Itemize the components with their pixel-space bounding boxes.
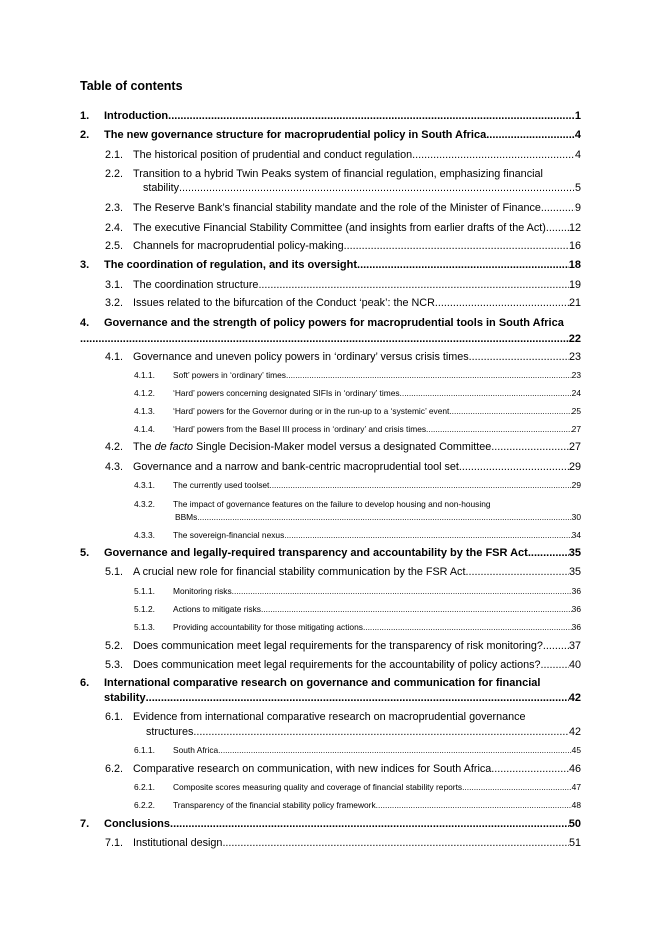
leader-dots bbox=[286, 370, 572, 381]
leader-dots bbox=[528, 547, 569, 560]
toc-number: 2.1. bbox=[105, 149, 124, 161]
leader-dots bbox=[222, 836, 569, 850]
leader-dots bbox=[426, 424, 572, 435]
leader-dots bbox=[168, 110, 575, 123]
toc-number: 6.2.2. bbox=[134, 800, 155, 810]
toc-page: 27 bbox=[568, 441, 581, 453]
toc-number: 1. bbox=[80, 110, 90, 122]
toc-number: 2.5. bbox=[105, 240, 124, 252]
toc-number: 7.1. bbox=[105, 837, 124, 849]
toc-page: 22 bbox=[568, 333, 581, 345]
toc-number: 2.2. bbox=[105, 168, 124, 180]
leader-dots bbox=[486, 129, 575, 142]
toc-text: The de facto Single Decision-Maker model versus a designated Committee bbox=[133, 441, 492, 453]
leader-dots bbox=[541, 658, 569, 672]
toc-text: Providing accountability for those mitigating actions bbox=[173, 622, 363, 632]
toc-page: 42 bbox=[568, 692, 581, 704]
toc-text: Composite scores measuring quality and coverage of financial stability reports bbox=[173, 782, 463, 792]
toc-page: 23 bbox=[571, 370, 581, 380]
toc-page: 29 bbox=[571, 480, 581, 490]
leader-dots bbox=[462, 782, 572, 793]
toc-entry-6-1-1[interactable] bbox=[134, 745, 581, 756]
toc-page: 29 bbox=[568, 461, 581, 473]
toc-entry-5-2[interactable] bbox=[105, 639, 581, 653]
toc-entry-6-1[interactable] bbox=[105, 710, 581, 739]
toc-number: 5.3. bbox=[105, 659, 124, 671]
toc-text: Soft’ powers in ‘ordinary’ times bbox=[173, 370, 286, 380]
toc-entry-1[interactable] bbox=[80, 110, 581, 123]
toc-page: 50 bbox=[568, 818, 581, 830]
toc-entry-5-3[interactable] bbox=[105, 658, 581, 672]
toc-entry-3[interactable] bbox=[80, 259, 581, 272]
toc-page: 34 bbox=[571, 530, 581, 540]
toc-entry-4-3[interactable] bbox=[105, 460, 581, 474]
toc-number: 5.1.3. bbox=[134, 622, 155, 632]
leader-dots bbox=[261, 604, 572, 615]
toc-page: 19 bbox=[568, 279, 581, 291]
toc-page: 5 bbox=[574, 182, 581, 194]
toc-entry-5[interactable] bbox=[80, 547, 581, 560]
toc-number: 4.1.2. bbox=[134, 388, 155, 398]
toc-entry-4-1-3[interactable] bbox=[134, 406, 581, 417]
toc-text: ‘Hard’ powers concerning designated SIFIs in ‘ordinary’ times bbox=[173, 388, 400, 398]
toc-entry-5-1-2[interactable] bbox=[134, 604, 581, 615]
leader-dots bbox=[435, 296, 569, 310]
toc-page: 27 bbox=[571, 424, 581, 434]
toc-text: Issues related to the bifurcation of the Conduct ‘peak’: the NCR bbox=[133, 297, 435, 309]
toc-page: 24 bbox=[571, 388, 581, 398]
leader-dots bbox=[344, 239, 569, 253]
toc-text: ‘Hard’ powers from the Basel III process in ‘ordinary’ and crisis times bbox=[173, 424, 427, 434]
toc-entry-4-2[interactable] bbox=[105, 440, 581, 454]
toc-entry-5-1[interactable] bbox=[105, 565, 581, 579]
toc-entry-6-2[interactable] bbox=[105, 762, 581, 776]
toc-number: 5. bbox=[80, 547, 90, 559]
toc-text: The Reserve Bank’s financial stability mandate and the role of the Minister of Finance bbox=[133, 202, 541, 214]
leader-dots bbox=[412, 148, 575, 162]
toc-entry-6-2-2[interactable] bbox=[134, 800, 581, 811]
toc-entry-4-3-1[interactable] bbox=[134, 480, 581, 491]
toc-page: 1 bbox=[574, 110, 581, 122]
toc-entry-5-1-3[interactable] bbox=[134, 622, 581, 633]
toc-page: 12 bbox=[568, 222, 581, 234]
leader-dots bbox=[469, 350, 569, 364]
toc-entry-7-1[interactable] bbox=[105, 836, 581, 850]
toc-text: ‘Hard’ powers for the Governor during or in the run-up to a ‘systemic’ event bbox=[173, 406, 450, 416]
leader-dots bbox=[543, 639, 569, 653]
toc-page: 21 bbox=[568, 297, 581, 309]
toc-number: 6. bbox=[80, 677, 90, 689]
toc-text: The historical position of prudential and conduct regulation bbox=[133, 149, 413, 161]
toc-text: A crucial new role for financial stability communication by the FSR Act bbox=[133, 566, 466, 578]
leader-dots bbox=[491, 440, 569, 454]
toc-page: 37 bbox=[568, 640, 581, 652]
toc-text: South Africa bbox=[173, 745, 219, 755]
toc-page: 18 bbox=[568, 259, 581, 271]
toc-entry-4-3-3[interactable] bbox=[134, 530, 581, 541]
toc-number: 4.2. bbox=[105, 441, 124, 453]
toc-text-line1: International comparative research on governance and communication for financial bbox=[104, 677, 541, 689]
toc-number: 6.1.1. bbox=[134, 745, 155, 755]
toc-text: The new governance structure for macroprudential policy in South Africa bbox=[104, 129, 487, 141]
toc-page: 36 bbox=[571, 622, 581, 632]
toc-entry-4-3-2[interactable] bbox=[134, 499, 581, 523]
leader-dots bbox=[197, 512, 571, 523]
leader-dots bbox=[449, 406, 571, 417]
leader-dots bbox=[465, 565, 569, 579]
toc-text: The executive Financial Stability Committee (and insights from earlier drafts of the Act) bbox=[133, 222, 546, 234]
toc-text-line1: Transition to a hybrid Twin Peaks system of financial regulation, emphasizing financial bbox=[133, 168, 543, 180]
toc-number: 5.1. bbox=[105, 566, 124, 578]
toc-entry-2[interactable] bbox=[80, 129, 581, 142]
toc-page: 36 bbox=[571, 586, 581, 596]
toc-number: 4.3.3. bbox=[134, 530, 155, 540]
toc-text: Governance and legally-required transparency and accountability by the FSR Act bbox=[104, 547, 528, 559]
leader-dots bbox=[376, 800, 572, 811]
toc-number: 4.3.1. bbox=[134, 480, 155, 490]
toc-text: Introduction bbox=[104, 110, 169, 122]
toc-number: 3.2. bbox=[105, 297, 124, 309]
toc-page: 48 bbox=[571, 800, 581, 810]
toc-text: Does communication meet legal requirements for the transparency of risk monitoring? bbox=[133, 640, 543, 652]
toc-page: 45 bbox=[571, 745, 581, 755]
leader-dots bbox=[193, 725, 569, 739]
toc-entry-4-1-2[interactable] bbox=[134, 388, 581, 399]
toc-entry-3-1[interactable] bbox=[105, 278, 581, 292]
toc-number: 3. bbox=[80, 259, 90, 271]
toc-number: 4.1.1. bbox=[134, 370, 155, 380]
toc-entry-2-2[interactable] bbox=[105, 167, 581, 195]
toc-page: 30 bbox=[571, 512, 581, 522]
toc-text: Does communication meet legal requirements for the accountability of policy actions? bbox=[133, 659, 541, 671]
toc-text: Institutional design bbox=[133, 837, 223, 849]
toc-text: BBMs bbox=[175, 512, 198, 522]
toc-text: Channels for macroprudential policy-making bbox=[133, 240, 344, 252]
leader-dots bbox=[541, 201, 575, 215]
toc-number: 4.3. bbox=[105, 461, 124, 473]
toc-entry-4-1-1[interactable] bbox=[134, 370, 581, 381]
toc-number: 3.1. bbox=[105, 279, 124, 291]
toc-entry-4-1[interactable] bbox=[105, 350, 581, 364]
toc-entry-4[interactable] bbox=[80, 317, 581, 346]
toc-page: 25 bbox=[571, 406, 581, 416]
toc-page: 35 bbox=[568, 566, 581, 578]
leader-dots bbox=[146, 692, 569, 705]
toc-text-italic: de facto bbox=[154, 441, 194, 453]
toc-page: 4 bbox=[574, 149, 581, 161]
toc-number: 5.1.1. bbox=[134, 586, 155, 596]
toc-number: 6.2. bbox=[105, 763, 124, 775]
toc-number: 6.2.1. bbox=[134, 782, 155, 792]
leader-dots bbox=[258, 278, 569, 292]
toc-page: 16 bbox=[568, 240, 581, 252]
leader-dots bbox=[363, 622, 572, 633]
leader-dots bbox=[400, 388, 572, 399]
toc-text: Actions to mitigate risks bbox=[173, 604, 261, 614]
toc-text-line1: Evidence from international comparative research on macroprudential governance bbox=[133, 711, 526, 723]
toc-text: Transparency of the financial stability policy framework bbox=[173, 800, 376, 810]
toc-text: Governance and uneven policy powers in ‘ordinary’ versus crisis times bbox=[133, 351, 469, 363]
toc-page: 40 bbox=[568, 659, 581, 671]
toc-entry-7[interactable] bbox=[80, 818, 581, 831]
toc-text: The coordination of regulation, and its oversight bbox=[104, 259, 358, 271]
toc-number: 6.1. bbox=[105, 711, 124, 723]
toc-page: 23 bbox=[568, 351, 581, 363]
leader-dots bbox=[357, 259, 569, 272]
leader-dots bbox=[459, 460, 569, 474]
toc-number: 7. bbox=[80, 818, 90, 830]
leader-dots bbox=[218, 745, 572, 756]
toc-page: 4 bbox=[574, 129, 581, 141]
leader-dots bbox=[232, 586, 572, 597]
toc-entry-3-2[interactable] bbox=[105, 296, 581, 310]
leader-dots bbox=[491, 762, 569, 776]
toc-page: 46 bbox=[568, 763, 581, 775]
toc-text-line1: The impact of governance features on the failure to develop housing and non-housing bbox=[173, 499, 491, 509]
toc-number: 4.3.2. bbox=[134, 499, 155, 509]
leader-dots bbox=[170, 818, 569, 831]
toc-text: The coordination structure bbox=[133, 279, 259, 291]
toc-text: The currently used toolset bbox=[173, 480, 270, 490]
toc-text: The sovereign-financial nexus bbox=[173, 530, 285, 540]
toc-page: 51 bbox=[568, 837, 581, 849]
toc-text: Governance and a narrow and bank-centric macroprudential tool set bbox=[133, 461, 459, 473]
leader-dots bbox=[80, 333, 569, 346]
toc-entry-2-3[interactable] bbox=[105, 201, 581, 215]
toc-number: 2.4. bbox=[105, 222, 124, 234]
toc-entry-4-1-4[interactable] bbox=[134, 424, 581, 435]
toc-number: 4.1.3. bbox=[134, 406, 155, 416]
toc-number: 2.3. bbox=[105, 202, 124, 214]
toc-number: 4.1. bbox=[105, 351, 124, 363]
toc-page: 36 bbox=[571, 604, 581, 614]
toc-entry-5-1-1[interactable] bbox=[134, 586, 581, 597]
toc-entry-2-4[interactable] bbox=[105, 221, 581, 235]
leader-dots bbox=[284, 530, 571, 541]
toc-entry-2-5[interactable] bbox=[105, 239, 581, 253]
toc-text: Comparative research on communication, with new indices for South Africa bbox=[133, 763, 492, 775]
toc-number: 5.1.2. bbox=[134, 604, 155, 614]
toc-text: stability bbox=[104, 692, 146, 704]
leader-dots bbox=[546, 221, 569, 235]
toc-text: Conclusions bbox=[104, 818, 171, 830]
toc-entry-6-2-1[interactable] bbox=[134, 782, 581, 793]
toc-number: 5.2. bbox=[105, 640, 124, 652]
page-title: Table of contents bbox=[80, 79, 183, 93]
toc-number: 4.1.4. bbox=[134, 424, 155, 434]
toc-entry-2-1[interactable] bbox=[105, 148, 581, 162]
toc-text: structures bbox=[146, 726, 194, 738]
toc-text-line1: Governance and the strength of policy powers for macroprudential tools in South Africa bbox=[104, 317, 564, 329]
toc-page: 35 bbox=[568, 547, 581, 559]
toc-number: 2. bbox=[80, 129, 90, 141]
toc-page: 47 bbox=[571, 782, 581, 792]
toc-text: stability bbox=[143, 182, 180, 194]
toc-page: 42 bbox=[568, 726, 581, 738]
leader-dots bbox=[269, 480, 571, 491]
toc-page: 9 bbox=[574, 202, 581, 214]
toc-text: Monitoring risks bbox=[173, 586, 232, 596]
leader-dots bbox=[179, 181, 575, 195]
toc-number: 4. bbox=[80, 317, 90, 329]
toc-entry-6[interactable] bbox=[80, 677, 581, 705]
